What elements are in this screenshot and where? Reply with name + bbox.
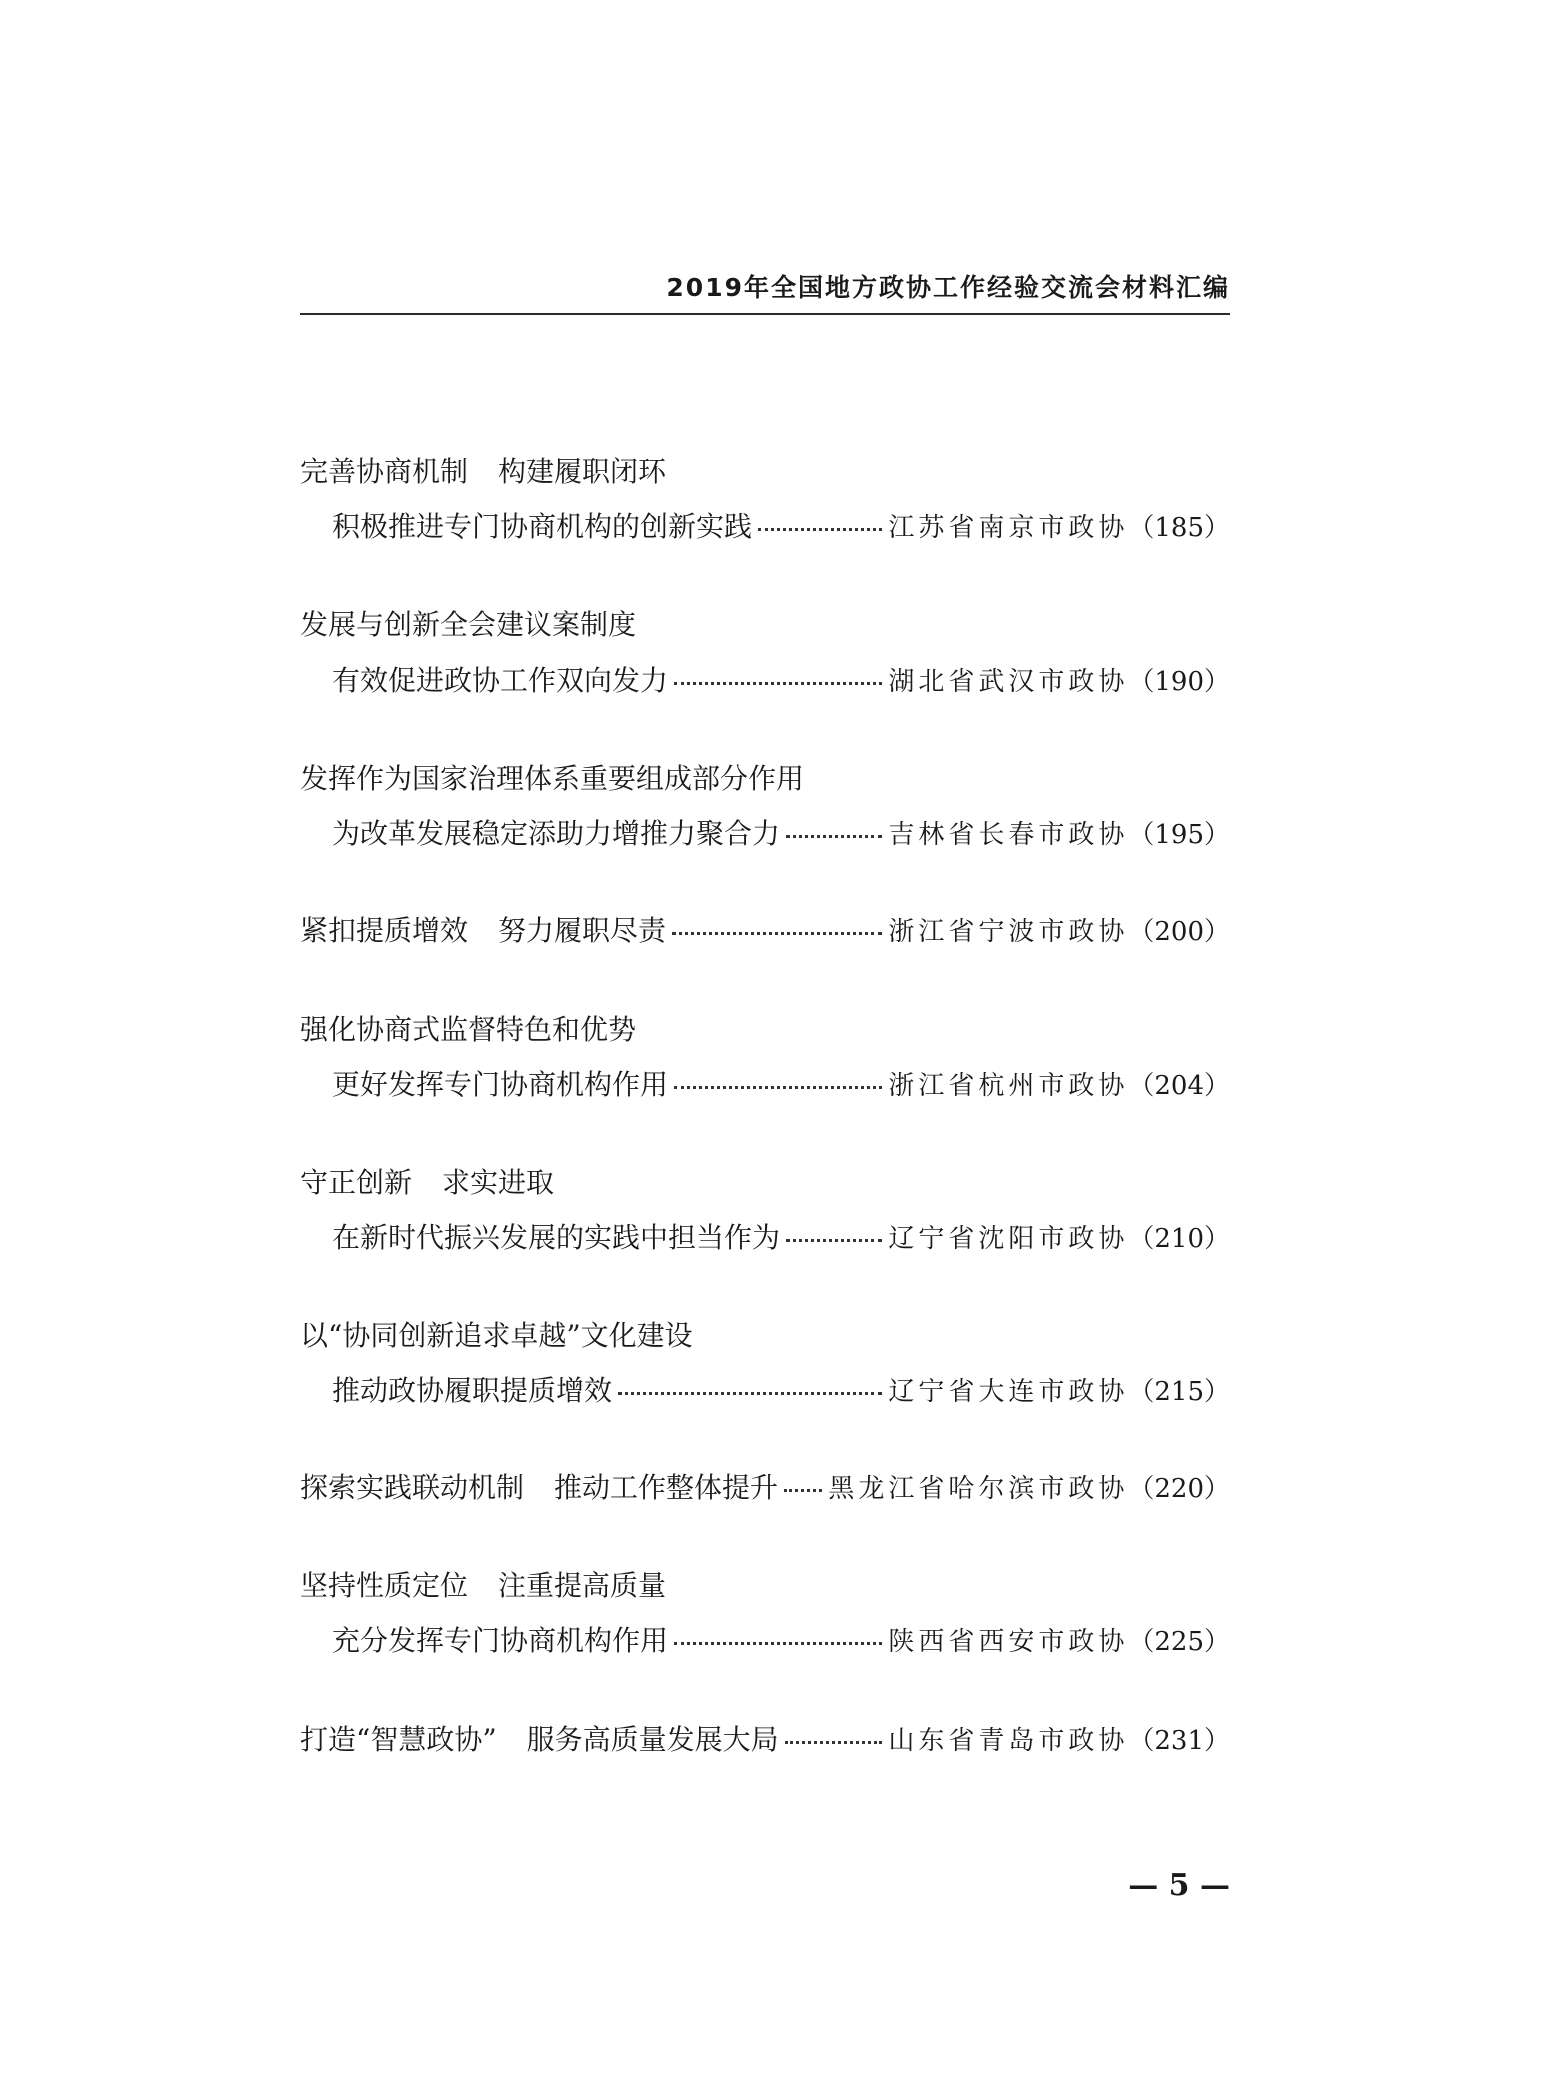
toc-entry-subtitle: 在新时代振兴发展的实践中担当作为 <box>332 1221 781 1254</box>
toc-entry-line[interactable] <box>300 1214 1230 1258</box>
toc-entry-heading <box>300 1312 1230 1356</box>
toc-title-part-a: 完善协商机制 <box>300 455 469 488</box>
toc-entry-org: 辽宁省大连市政协 <box>888 1376 1129 1407</box>
toc-entry-page: （204） <box>1128 1070 1230 1101</box>
dot-leader <box>784 1489 822 1492</box>
toc-entry-org: 湖北省武汉市政协 <box>888 666 1129 697</box>
toc-entry-org: 辽宁省沈阳市政协 <box>888 1223 1129 1254</box>
toc-entry-heading <box>300 601 1230 645</box>
toc-entry-line[interactable] <box>300 810 1230 854</box>
toc-entry-page: （215） <box>1128 1376 1230 1407</box>
toc-entry-page: （210） <box>1128 1223 1230 1254</box>
toc-entry-line[interactable] <box>300 1716 1230 1760</box>
dot-leader <box>785 1741 883 1744</box>
running-header: 2019年全国地方政协工作经验交流会材料汇编 <box>666 273 1230 302</box>
toc-entry-subtitle: 更好发挥专门协商机构作用 <box>332 1068 669 1101</box>
toc-entry-heading <box>300 448 1230 492</box>
toc-entry-page: （190） <box>1128 666 1230 697</box>
toc-entry-title <box>300 1564 666 1604</box>
toc-entry-org: 浙江省杭州市政协 <box>888 1070 1129 1101</box>
toc-entry-title <box>300 1718 779 1758</box>
toc-entry-title: 以“协同创新追求卓越”文化建设 <box>300 1319 693 1352</box>
toc-title-part-a: 坚持性质定位 <box>300 1569 469 1602</box>
toc-entry-line[interactable] <box>300 1617 1230 1661</box>
toc-title-part-b: 努力履职尽责 <box>498 914 667 947</box>
toc-entry-subtitle: 有效促进政协工作双向发力 <box>332 664 669 697</box>
dot-leader <box>674 1086 882 1089</box>
toc-entry-org: 江苏省南京市政协 <box>888 512 1129 543</box>
toc-entry-line[interactable] <box>300 657 1230 701</box>
toc-entry-org: 浙江省宁波市政协 <box>888 916 1129 947</box>
toc-entry-heading <box>300 1006 1230 1050</box>
toc-entry-title <box>300 909 666 949</box>
page-number: — 5 — <box>1128 1868 1230 1903</box>
toc-entry-title <box>300 1466 778 1506</box>
toc-title-part-b: 推动工作整体提升 <box>554 1471 779 1504</box>
toc-entry-subtitle: 为改革发展稳定添助力增推力聚合力 <box>332 817 781 850</box>
toc-title-part-b: 构建履职闭环 <box>498 455 667 488</box>
toc-title-part-a: 打造“智慧政协” <box>300 1723 497 1756</box>
header-rule <box>300 313 1230 315</box>
toc-title-part-a: 守正创新 <box>300 1166 413 1199</box>
toc-entry-line[interactable] <box>300 907 1230 951</box>
toc-title-part-a: 探索实践联动机制 <box>300 1471 525 1504</box>
toc-title-part-a: 紧扣提质增效 <box>300 914 469 947</box>
toc-entry-page: （225） <box>1128 1626 1230 1657</box>
toc-entry-title: 发展与创新全会建议案制度 <box>300 608 637 641</box>
toc-entry-heading <box>300 1159 1230 1203</box>
toc-entry-line[interactable] <box>300 1061 1230 1105</box>
dot-leader <box>674 1642 882 1645</box>
toc-entry-page: （231） <box>1128 1725 1230 1756</box>
toc-entry-subtitle: 积极推进专门协商机构的创新实践 <box>332 510 753 543</box>
toc-title-part-b: 求实进取 <box>442 1166 555 1199</box>
toc-entry-org: 黑龙江省哈尔滨市政协 <box>828 1473 1129 1504</box>
toc-entry-title <box>300 450 666 490</box>
toc-entry-page: （195） <box>1128 819 1230 850</box>
toc-entry-subtitle: 充分发挥专门协商机构作用 <box>332 1624 669 1657</box>
toc-entry-title: 强化协商式监督特色和优势 <box>300 1013 637 1046</box>
toc-entry-org: 吉林省长春市政协 <box>888 819 1129 850</box>
dot-leader <box>672 932 882 935</box>
toc-entry-page: （185） <box>1128 512 1230 543</box>
toc-entry-line[interactable] <box>300 1464 1230 1508</box>
toc-entry-title <box>300 1161 554 1201</box>
toc-entry-line[interactable] <box>300 1367 1230 1411</box>
toc-title-part-b: 注重提高质量 <box>498 1569 667 1602</box>
toc-title-part-b: 服务高质量发展大局 <box>526 1723 779 1756</box>
toc-entry-subtitle: 推动政协履职提质增效 <box>332 1374 613 1407</box>
dot-leader <box>674 682 882 685</box>
dot-leader <box>786 1239 882 1242</box>
dot-leader <box>758 528 882 531</box>
dot-leader <box>786 835 882 838</box>
toc-entry-heading <box>300 755 1230 799</box>
toc-entry-line[interactable] <box>300 503 1230 547</box>
toc-entry-org: 山东省青岛市政协 <box>888 1725 1129 1756</box>
toc-entry-title: 发挥作为国家治理体系重要组成部分作用 <box>300 762 805 795</box>
toc-entry-org: 陕西省西安市政协 <box>888 1626 1129 1657</box>
toc-entry-page: （200） <box>1128 916 1230 947</box>
dot-leader <box>618 1392 882 1395</box>
toc-entry-page: （220） <box>1128 1473 1230 1504</box>
toc-entry-heading <box>300 1562 1230 1606</box>
